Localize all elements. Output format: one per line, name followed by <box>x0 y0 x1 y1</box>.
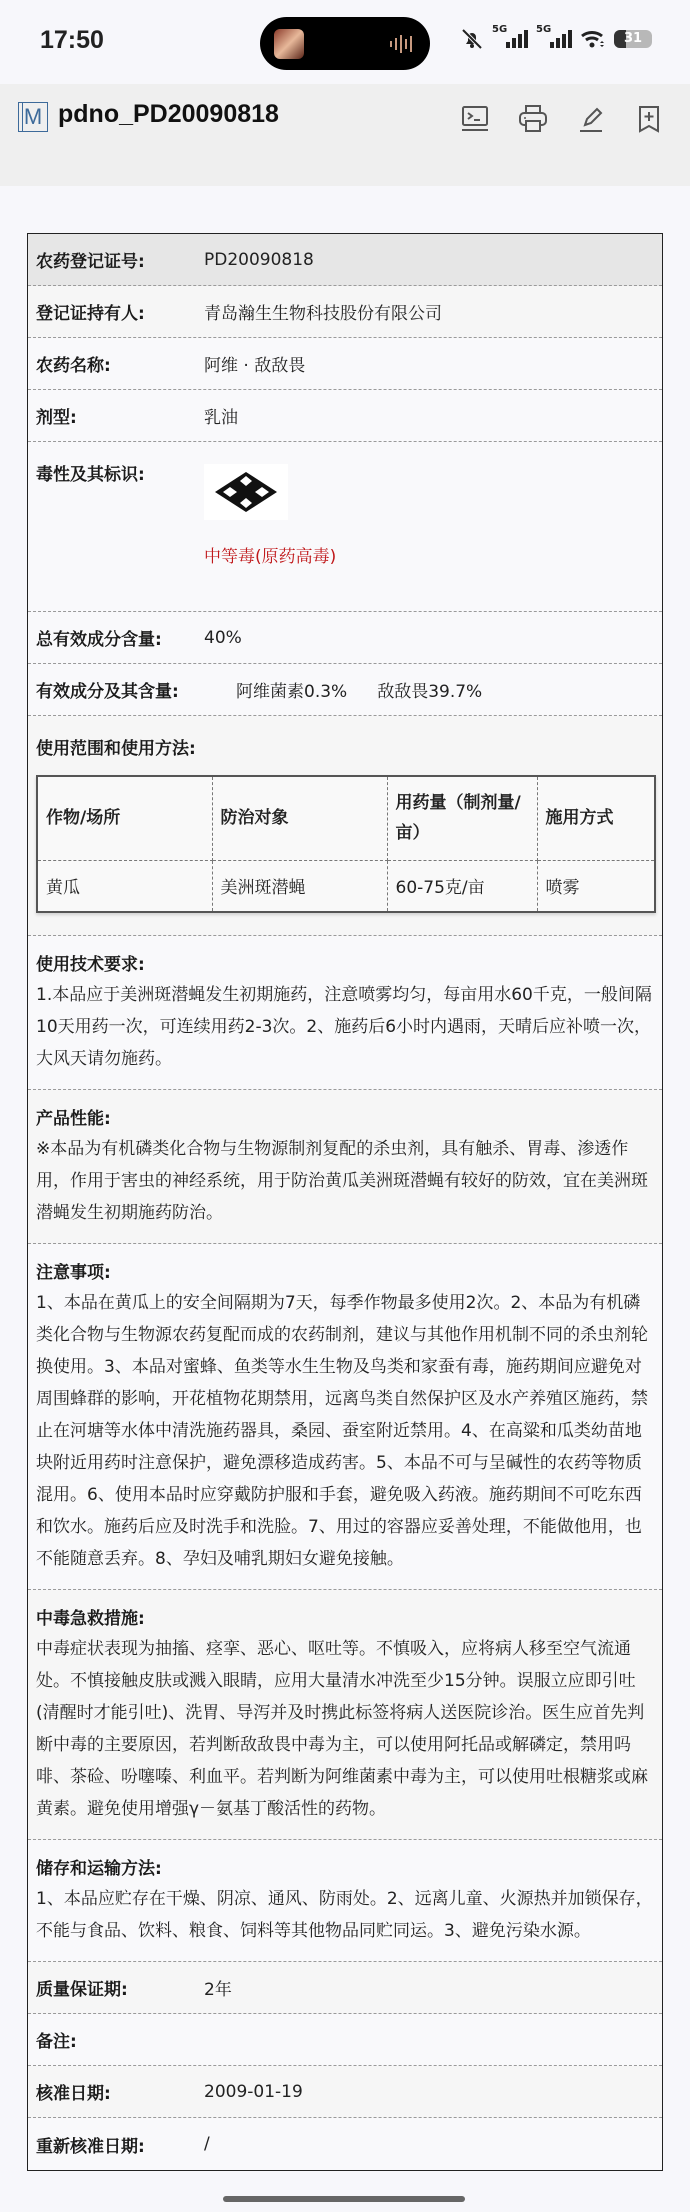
label-remarks: 备注: <box>36 2032 77 2052</box>
col-method: 施用方式 <box>537 776 655 860</box>
label-holder: 登记证持有人: <box>36 304 145 324</box>
value-reg-no: PD20090818 <box>204 249 314 270</box>
app-header <box>0 84 690 186</box>
toxicity-level: 中等毒(原药高毒) <box>204 547 337 567</box>
label-usage: 使用范围和使用方法: <box>36 739 196 759</box>
status-icons <box>460 24 652 50</box>
cellular-signal-1-icon: 5G <box>492 30 528 48</box>
col-crop: 作物/场所 <box>37 776 212 860</box>
edit-icon <box>575 103 607 135</box>
label-total-content: 总有效成分含量: <box>36 630 162 650</box>
markdown-doc-icon: M <box>18 102 48 132</box>
table-row <box>37 860 655 912</box>
row-reapproval-date <box>28 2118 662 2170</box>
col-target: 防治对象 <box>212 776 387 860</box>
col-dosage: 用药量（制剂量/亩） <box>387 776 537 860</box>
cell-dosage: 60-75克/亩 <box>387 860 537 912</box>
text-precautions: 1、本品在黄瓜上的安全间隔期为7天，每季作物最多使用2次。2、本品为有机磷类化合物与生物源农药复配而成的农药制剂，建议与其他作用机制不同的杀虫剂轮换使用。3、本品对蜜蜂、鱼类等水生生物及鸟类和家蚕有毒，施药期间应避免对周围蜂群的影响，开花植物花期禁用，远离鸟类自然保护区及水产养殖区施药，禁止在河塘等水体中清洗施药器具，桑园、蚕室附近禁用。4、在高粱和瓜类幼苗地块附近用药时注意保护，避免漂移造成药害。5、本品不可与呈碱性的农药等物质混用。6、使用本品时应穿戴防护服和手套，避免吸入药液。施药期间不可吃东西和饮水。施药后应及时洗手和洗脸。7、用过的容器应妥善处理，不能做他用，也不能随意丢弃。8、孕妇及哺乳期妇女避免接触。 <box>36 1293 648 1569</box>
bookmark-add-icon <box>633 103 665 135</box>
row-approval-date <box>28 2066 662 2118</box>
dynamic-island[interactable] <box>260 17 430 70</box>
value-holder: 青岛瀚生生物科技股份有限公司 <box>204 304 442 324</box>
media-thumbnail <box>274 29 304 59</box>
text-tech: 1.本品应于美洲斑潜蝇发生初期施药，注意喷雾均匀，每亩用水60千克，一般间隔10天用药一次，可连续用药2-3次。2、施药后6小时内遇雨，天晴后应补喷一次，大风天请勿施药。 <box>36 985 652 1069</box>
label-first-aid: 中毒急救措施: <box>36 1609 145 1629</box>
value-shelf-life: 2年 <box>204 1980 232 2000</box>
print-icon <box>517 103 549 135</box>
row-tech <box>28 936 662 1090</box>
terminal-icon <box>459 103 491 135</box>
edit-button[interactable] <box>572 102 610 136</box>
label-formulation: 剂型: <box>36 408 77 428</box>
audio-wave-icon <box>390 35 412 53</box>
row-toxicity <box>28 442 662 612</box>
wifi-icon <box>580 29 606 49</box>
row-remarks <box>28 2014 662 2066</box>
bookmark-add-button[interactable] <box>630 102 668 136</box>
value-formulation: 乳油 <box>204 408 238 428</box>
label-toxicity: 毒性及其标识: <box>36 465 145 485</box>
cellular-signal-2-icon: 5G <box>536 30 572 48</box>
row-reg-no <box>28 234 662 286</box>
label-shelf-life: 质量保证期: <box>36 1980 128 2000</box>
pesticide-record <box>27 233 663 2171</box>
label-name: 农药名称: <box>36 356 111 376</box>
row-usage <box>28 716 662 936</box>
value-approval-date: 2009-01-19 <box>204 2081 303 2102</box>
cell-target: 美洲斑潜蝇 <box>212 860 387 912</box>
value-total-content: 40% <box>204 627 242 648</box>
row-performance <box>28 1090 662 1244</box>
label-storage: 储存和运输方法: <box>36 1859 162 1879</box>
terminal-button[interactable] <box>456 102 494 136</box>
text-performance: ※本品为有机磷类化合物与生物源制剂复配的杀虫剂，具有触杀、胃毒、渗透作用，作用于害虫的神经系统，用于防治黄瓜美洲斑潜蝇有较好的防效，宜在美洲斑潜蝇发生初期施药防治。 <box>36 1139 648 1223</box>
text-storage: 1、本品应贮存在干燥、阴凉、通风、防雨处。2、远离儿童、火源热并加锁保存，不能与食品、饮料、粮食、饲料等其他物品同贮同运。3、避免污染水源。 <box>36 1889 653 1941</box>
row-shelf-life <box>28 1962 662 2014</box>
ingredient-1: 阿维菌素0.3% <box>236 682 348 702</box>
label-ingredients: 有效成分及其含量: <box>36 682 179 702</box>
row-ingredients <box>28 664 662 716</box>
row-precautions <box>28 1244 662 1590</box>
cell-method: 喷雾 <box>537 860 655 912</box>
row-name <box>28 338 662 390</box>
battery-icon: 31 <box>614 30 652 48</box>
value-name: 阿维 · 敌敌畏 <box>204 356 306 376</box>
label-precautions: 注意事项: <box>36 1263 111 1283</box>
print-button[interactable] <box>514 102 552 136</box>
cell-crop: 黄瓜 <box>37 860 212 912</box>
text-first-aid: 中毒症状表现为抽搐、痉挛、恶心、呕吐等。不慎吸入，应将病人移至空气流通处。不慎接触皮肤或溅入眼睛，应用大量清水冲洗至少15分钟。误服立应即引吐(清醒时才能引吐)、洗胃、导泻并及时携此标签将病人送医院诊治。医生应首先判断中毒的主要原因，若判断敌敌畏中毒为主，可以使用阿托品或解磷定，禁用吗啡、茶硷、吩噻嗪、利血平。若判断为阿维菌素中毒为主，可以使用吐根糖浆或麻黄素。避免使用增强γ－氨基丁酸活性的药物。 <box>36 1639 648 1819</box>
label-tech: 使用技术要求: <box>36 955 145 975</box>
label-approval-date: 核准日期: <box>36 2084 111 2104</box>
row-holder <box>28 286 662 338</box>
document-title: pdno_PD20090818 <box>58 100 279 128</box>
row-storage <box>28 1840 662 1962</box>
toolbar <box>456 102 668 136</box>
status-time: 17:50 <box>40 26 104 54</box>
row-total-content <box>28 612 662 664</box>
label-reg-no: 农药登记证号: <box>36 252 145 272</box>
label-performance: 产品性能: <box>36 1109 111 1129</box>
row-first-aid <box>28 1590 662 1840</box>
usage-table <box>36 775 656 913</box>
label-reapproval-date: 重新核准日期: <box>36 2136 145 2157</box>
row-formulation <box>28 390 662 442</box>
toxicity-symbol-icon <box>204 464 288 520</box>
ingredient-2: 敌敌畏39.7% <box>377 682 483 702</box>
status-bar <box>0 0 690 84</box>
mute-bell-icon <box>460 28 484 50</box>
home-indicator[interactable] <box>223 2196 465 2202</box>
value-reapproval-date: / <box>204 2134 210 2154</box>
